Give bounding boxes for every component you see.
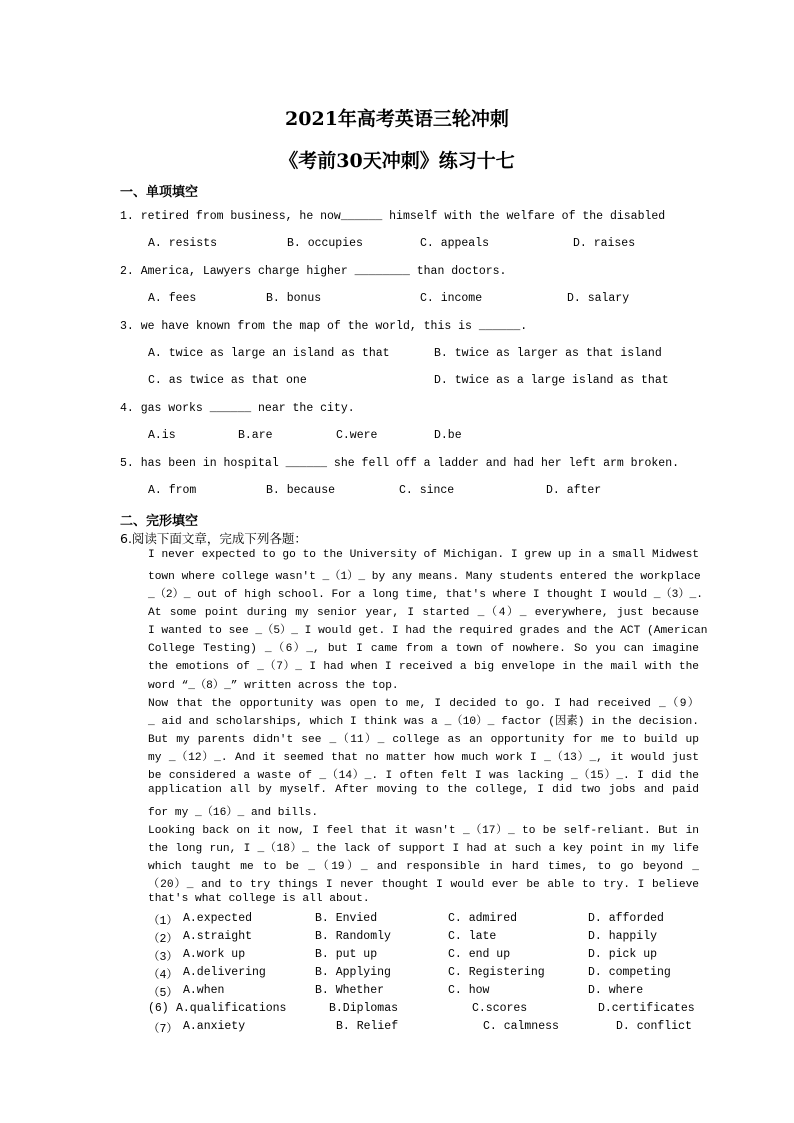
question-4-option-a: A.is (148, 429, 176, 442)
choice-a: A.straight (183, 930, 253, 943)
cloze-instruction: 6.阅读下面文章，完成下列各题： (120, 531, 307, 546)
choice-a: A.delivering (183, 966, 266, 979)
choice-number: （5） (148, 987, 178, 1000)
question-5-stem: 5. has been in hospital ______ she fell off a ladder and had her left arm broken. (120, 457, 679, 470)
section-heading-single-choice: 一、单项填空 (120, 185, 199, 200)
passage-line: for my _（16）_ and bills. (148, 807, 319, 819)
choice-d: D. pick up (588, 948, 658, 961)
passage-line: application all by myself. After moving to the college, I did two jobs and paid (148, 784, 699, 796)
choice-number: （3） (148, 951, 178, 964)
passage-line: _（2）_ out of high school. For a long time, that's where I thought I would _（3）_. (148, 589, 703, 601)
choice-b: B. put up (315, 948, 378, 961)
document-title: 2021年高考英语三轮冲刺 (285, 108, 509, 130)
choice-c: C. late (448, 930, 497, 943)
passage-line: be considered a waste of _（14）_. I often felt I was lacking _（15）_. I did the (148, 770, 699, 782)
question-1-option-a: A. resists (148, 237, 218, 250)
passage-line: Now that the opportunity was open to me, I decided to go. I had received _（9） (148, 698, 699, 710)
passage-line: that's what college is all about. (148, 893, 370, 905)
choice-d: D. competing (588, 966, 671, 979)
passage-line: College Testing) _（6）_, but I came from a town of nowhere. So you can imagine (148, 643, 699, 655)
choice-d: D. where (588, 984, 644, 997)
question-2-option-c: C. income (420, 292, 483, 305)
choice-c: C. calmness (483, 1020, 559, 1033)
question-5-option-b: B. because (266, 484, 336, 497)
question-4-option-c: C.were (336, 429, 378, 442)
question-4-option-b: B.are (238, 429, 273, 442)
question-4-stem: 4. gas works ______ near the city. (120, 402, 355, 415)
choice-c: C. admired (448, 912, 518, 925)
choice-number: （4） (148, 969, 178, 982)
choice-c: C. Registering (448, 966, 545, 979)
choice-b: B. Applying (315, 966, 391, 979)
choice-number: （1） (148, 915, 178, 928)
choice-d: D. happily (588, 930, 658, 943)
choice-number: （2） (148, 933, 178, 946)
passage-line: I wanted to see _（5）_ I would get. I had the required grades and the ACT (American (148, 625, 708, 637)
section-heading-cloze: 二、完形填空 (120, 514, 199, 529)
passage-line: I never expected to go to the University of Michigan. I grew up in a small Midwest (148, 549, 699, 561)
choice-a: A.qualifications (176, 1002, 287, 1015)
question-5-option-d: D. after (546, 484, 602, 497)
choice-b: B. Envied (315, 912, 378, 925)
choice-d: D. conflict (616, 1020, 692, 1033)
passage-line: _ aid and scholarships, which I think was a _（10）_ factor (因素) in the decision. (148, 716, 699, 728)
choice-a: A.expected (183, 912, 253, 925)
passage-line: At some point during my senior year, I started _（4）_ everywhere, just because (148, 607, 699, 619)
choice-b: B. Relief (336, 1020, 399, 1033)
choice-a: A.work up (183, 948, 246, 961)
choice-b: B. Randomly (315, 930, 391, 943)
choice-c: C. end up (448, 948, 511, 961)
passage-line: But my parents didn't see _（11）_ college as an opportunity for me to build up (148, 734, 699, 746)
passage-line: the emotions of _（7）_ I had when I received a big envelope in the mail with the (148, 661, 699, 673)
choice-c: C. how (448, 984, 490, 997)
question-3-option-d: D. twice as a large island as that (434, 374, 669, 387)
passage-line: which taught me to be _（19）_ and responsible in hard times, to go beyond _ (148, 861, 699, 873)
passage-line: the long run, I _（18）_ the lack of support I had at such a key point in my life (148, 843, 699, 855)
choice-d: D. afforded (588, 912, 664, 925)
question-2-option-b: B. bonus (266, 292, 322, 305)
choice-a: A.anxiety (183, 1020, 246, 1033)
passage-line: Looking back on it now, I feel that it wasn't _（17）_ to be self-reliant. But in (148, 825, 699, 837)
document-subtitle: 《考前30天冲刺》练习十七 (279, 150, 515, 172)
question-2-option-a: A. fees (148, 292, 197, 305)
question-3-stem: 3. we have known from the map of the world, this is ______. (120, 320, 528, 333)
question-2-stem: 2. America, Lawyers charge higher ________ than doctors. (120, 265, 507, 278)
question-1-option-b: B. occupies (287, 237, 363, 250)
choice-b: B. Whether (315, 984, 385, 997)
question-4-option-d: D.be (434, 429, 462, 442)
question-5-option-c: C. since (399, 484, 455, 497)
choice-a: A.when (183, 984, 225, 997)
passage-line: （20）_ and to try things I never thought I would ever be able to try. I believe (148, 879, 699, 891)
passage-line: town where college wasn't _（1）_ by any means. Many students entered the workplace (148, 571, 701, 583)
question-1-option-c: C. appeals (420, 237, 490, 250)
choice-number: (6) (148, 1002, 169, 1015)
question-2-option-d: D. salary (567, 292, 630, 305)
choice-b: B.Diplomas (329, 1002, 399, 1015)
passage-line: word “_（8）_” written across the top. (148, 680, 399, 692)
choice-c: C.scores (472, 1002, 528, 1015)
question-1-option-d: D. raises (573, 237, 636, 250)
question-3-option-c: C. as twice as that one (148, 374, 307, 387)
question-1-stem: 1. retired from business, he now______ himself with the welfare of the disabled (120, 210, 666, 223)
choice-d: D.certificates (598, 1002, 695, 1015)
question-3-option-b: B. twice as larger as that island (434, 347, 662, 360)
passage-line: my _（12）_. And it seemed that no matter how much work I _（13）_, it would just (148, 752, 699, 764)
question-5-option-a: A. from (148, 484, 197, 497)
question-3-option-a: A. twice as large an island as that (148, 347, 390, 360)
choice-number: （7） (148, 1023, 178, 1036)
